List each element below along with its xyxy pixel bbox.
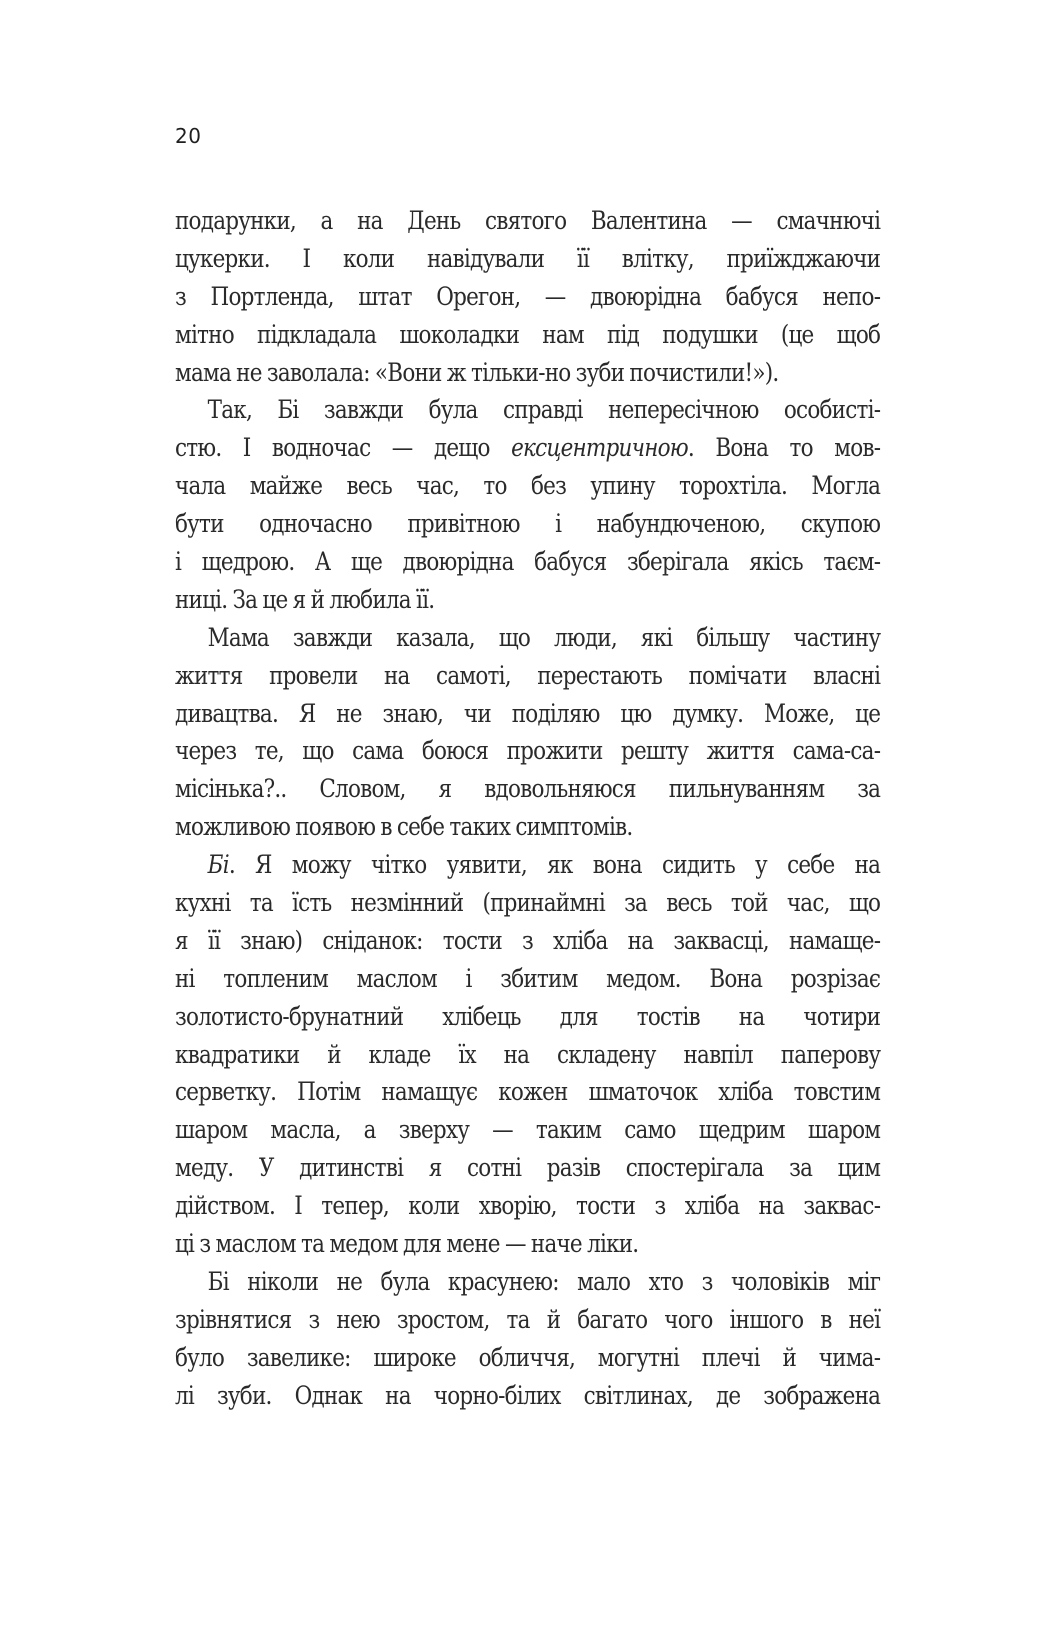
text-run: ниці. За це я й любила її.	[175, 584, 435, 614]
text-run: можливою появою в себе таких симптомів.	[175, 812, 633, 842]
text-line	[175, 846, 880, 884]
text-run: серветку. Потім намащує кожен шматочок хліба товстим	[175, 1077, 881, 1107]
text-line	[175, 657, 880, 695]
text-line	[175, 240, 880, 278]
text-run: лі зуби. Однак на чорно-білих світлинах, де зображена	[175, 1380, 881, 1410]
text-line	[175, 278, 880, 316]
text-run: подарунки, а на День святого Валентина — смачнючі	[175, 206, 881, 235]
text-line	[175, 391, 880, 429]
text-line	[175, 1111, 880, 1149]
text-run: було завелике: широке обличчя, могутні плечі й чима-	[175, 1342, 881, 1372]
text-line	[175, 354, 880, 392]
text-run: через те, що сама боюся прожити решту життя сама-са-	[175, 736, 881, 766]
text-run: я її знаю) сніданок: тости з хліба на заквасці, намаще-	[175, 925, 881, 955]
body-text	[175, 202, 880, 1415]
text-run: кухні та їсть незмінний (принаймні за весь той час, що	[175, 888, 881, 918]
text-run: шаром масла, а зверху — таким само щедрим шаром	[175, 1115, 881, 1145]
text-run: Так, Бі завжди була справді непересічною особисті-	[207, 395, 881, 425]
text-run: цукерки. І коли навідували її влітку, приїжджаючи	[175, 243, 881, 273]
text-line	[175, 619, 880, 657]
paragraph	[175, 391, 880, 618]
paragraph	[175, 202, 880, 391]
text-run: ці з маслом та медом для мене — наче ліки.	[175, 1229, 639, 1259]
text-line	[175, 695, 880, 733]
text-run: мама не заволала: «Вони ж тільки-но зуби почистили!»).	[175, 357, 779, 387]
text-line	[175, 581, 880, 619]
text-line	[175, 1263, 880, 1301]
text-run: мітно підкладала шоколадки нам під подушки (це щоб	[175, 319, 881, 349]
text-run: з Портленда, штат Орегон, — двоюрідна бабуся непо-	[175, 281, 881, 311]
text-line	[175, 1149, 880, 1187]
text-run: . Я можу чітко уявити, як вона сидить у себе на	[228, 850, 881, 880]
text-run: чала майже весь час, то без упину торохтіла. Могла	[175, 471, 881, 501]
text-line	[175, 960, 880, 998]
text-run: і щедрою. А ще двоюрідна бабуся зберігала якісь таєм-	[175, 547, 881, 577]
text-run: життя провели на самоті, перестають помічати власні	[175, 660, 881, 690]
text-line	[175, 1339, 880, 1377]
italic-emphasis: Бі	[207, 850, 229, 880]
paragraph	[175, 619, 880, 846]
text-line	[175, 884, 880, 922]
text-line	[175, 1036, 880, 1074]
page-number: 20	[175, 124, 202, 148]
text-run: Бі ніколи не була красунею: мало хто з чоловіків міг	[207, 1266, 881, 1296]
italic-emphasis: ексцентричною	[511, 433, 688, 463]
text-run: квадратики й кладе їх на складену навпіл паперову	[175, 1039, 881, 1069]
text-run: золотисто-брунатний хлібець для тостів на чотири	[175, 1001, 881, 1031]
paragraph	[175, 846, 880, 1263]
text-line	[175, 202, 880, 240]
text-line	[175, 1073, 880, 1111]
text-line	[175, 922, 880, 960]
text-line	[175, 1225, 880, 1263]
text-line	[175, 770, 880, 808]
text-run: місінька?.. Словом, я вдовольняюся пильнуванням за	[175, 774, 881, 804]
text-run: ні топленим маслом і збитим медом. Вона розрізає	[175, 963, 881, 993]
text-run: дивацтва. Я не знаю, чи поділяю цю думку. Може, це	[175, 698, 881, 728]
text-line	[175, 1377, 880, 1415]
text-line	[175, 467, 880, 505]
text-run: зрівнятися з нею зростом, та й багато чого іншого в неї	[175, 1304, 881, 1334]
paragraph	[175, 1263, 880, 1415]
text-line	[175, 732, 880, 770]
text-line	[175, 1187, 880, 1225]
text-line	[175, 998, 880, 1036]
text-line	[175, 1301, 880, 1339]
text-line	[175, 543, 880, 581]
text-run: меду. У дитинстві я сотні разів спостерігала за цим	[175, 1153, 881, 1183]
text-line	[175, 808, 880, 846]
text-run: стю. І водночас — дещо	[175, 433, 512, 463]
text-run: . Вона то мов-	[687, 433, 881, 463]
text-line	[175, 505, 880, 543]
text-line	[175, 429, 880, 467]
text-run: Мама завжди казала, що люди, які більшу частину	[207, 622, 881, 652]
text-run: бути одночасно привітною і набундюченою, скупою	[175, 509, 881, 539]
text-line	[175, 316, 880, 354]
text-run: дійством. І тепер, коли хворію, тости з хліба на заквас-	[175, 1191, 881, 1221]
